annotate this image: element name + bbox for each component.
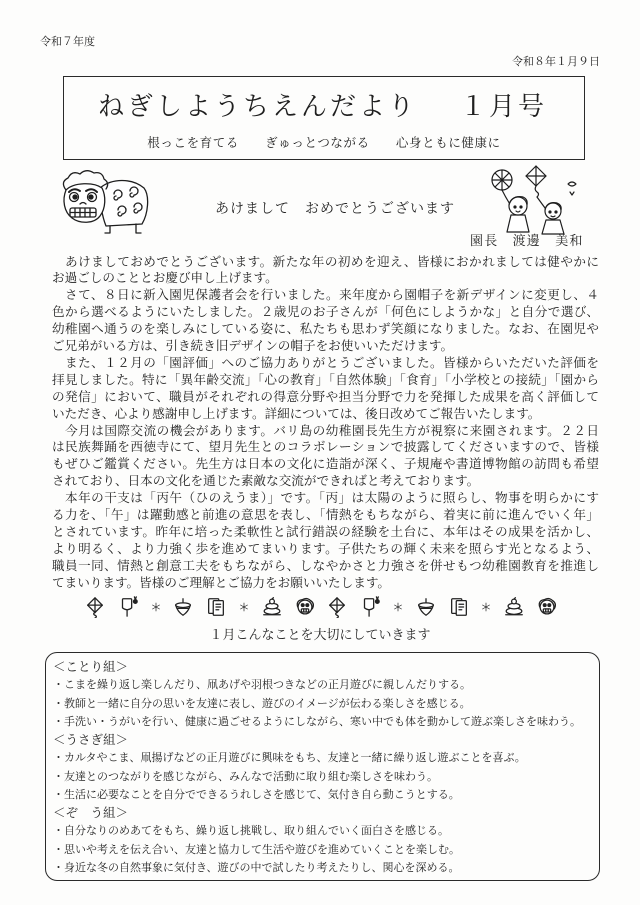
body-line: 幼稚園へ通うのを楽しみにしている姿に、私たちも思わず笑顔になりました。なお、在園児や	[52, 321, 599, 337]
goal-item: ・身近な冬の自然事象に気付き、遊びの中で試したり考えたりし、関心を深める。	[53, 860, 460, 874]
kagami-mochi-icon	[503, 596, 525, 618]
goals-list	[53, 658, 593, 877]
class-name-kotori: ＜ことり組＞	[53, 659, 129, 674]
greeting-heading: あけまして おめでとうございます	[215, 201, 455, 217]
goal-item: ・生活に必要なことを自分でできるうれしさを感じて、気付き自ら動こうとする。	[53, 787, 460, 801]
school-motto: 根っこを育てる ぎゅっとつながる 心身ともに健康に	[147, 135, 501, 150]
body-line: また、１２月の「園評価」へのご協力ありがとうございました。皆様からいただいた評価を	[52, 354, 599, 370]
goal-item: ・思いや考えを伝え合い、友達と協力して生活や遊びを進めていくことを楽しむ。	[53, 842, 460, 856]
body-line: の発信」において、職員がそれぞれの得意分野や担当分野で力を発揮した成果を高く評価して	[52, 388, 599, 404]
monthly-goals-box	[45, 652, 600, 881]
goal-item: ・友達とのつながりを感じながら、みんなで活動に取り組む楽しさを味わう。	[53, 769, 438, 783]
goal-item: ・こまを繰り返し楽しんだり、凧あげや羽根つきなどの正月遊びに親しんだりする。	[53, 678, 471, 692]
paragraph	[52, 287, 599, 355]
principal-name: 園長 渡邊 美和	[470, 234, 584, 249]
body-line: 拝見しました。特に「異年齢交流」「心の教育」「自然体験」「食育」「小学校との接続」「園から	[52, 371, 599, 387]
body-line: お過ごしのこととお慶び申し上げます。	[52, 270, 278, 286]
hagoita-icon	[359, 596, 381, 618]
goal-item: ・自分なりのめあてをもち、繰り返し挑戦し、取り組んでいく面白さを感じる。	[53, 824, 449, 838]
body-line: あけましておめでとうございます。新たな年の初めを迎え、皆様におかれましては健やかに	[52, 253, 599, 269]
issue-label: １月号	[460, 92, 548, 122]
hagoita-icon	[117, 596, 139, 618]
body-line: は民族舞踊を西徳寺にて、望月先生とのコラボレーションで披露してくださいますので、皆様	[52, 439, 599, 455]
newsletter-title: ねぎしようちえんだより	[98, 92, 418, 122]
body-line: 今月は国際交流の機会があります。バリ島の幼稚園長先生方が視察に来園されます。２２日	[52, 422, 599, 438]
goal-item: ・カルタやこま、凧揚げなどの正月遊びに興味をもち、友達と一緒に繰り返し遊ぶことを喜ぶ。	[53, 751, 526, 765]
kite-icon	[84, 596, 106, 618]
asterisk-icon	[238, 601, 250, 613]
spinning-top-icon	[172, 596, 194, 618]
kagami-mochi-icon	[261, 596, 283, 618]
body-line: てまいります。皆様のご理解とご協力をお願いいたします。	[52, 574, 391, 590]
goal-item: ・手洗い・うがいを行い、健康に過ごせるようにしながら、寒い中でも体を動かして遊ぶ楽しさを味わう。	[53, 714, 581, 728]
body-line: 色から選べるようにいたしました。２歳児のお子さんが「何色にしようかな」と自分で選び、	[52, 304, 599, 320]
class-name-usagi: ＜うさぎ組＞	[53, 732, 129, 747]
body-line: さて、８日に新入園児保護者会を行いました。来年度から園帽子を新デザインに変更し、４	[52, 287, 599, 303]
lion-dance-illustration	[56, 166, 152, 238]
goals-heading: １月こんなことを大切にしていきます	[209, 628, 431, 643]
issue-date: 令和８年１月９日	[512, 55, 600, 68]
goal-item: ・教師と一緒に自分の思いを友達に表し、遊びのイメージが伝わる楽しさを感じる。	[53, 696, 471, 710]
karuta-card-icon	[448, 596, 470, 618]
karuta-card-icon	[205, 596, 227, 618]
body-line: いただき、心より感謝申し上げます。詳細については、後日改めてご報告いたします。	[52, 405, 541, 421]
asterisk-icon	[480, 601, 492, 613]
kite-icon	[326, 596, 348, 618]
body-line: されており、日本の文化を通じた素敵な交流ができればと考えております。	[52, 473, 480, 489]
greeting-body	[52, 254, 599, 592]
body-line: とされています。昨年に培った柔軟性と試行錯誤の経験を土台に、本年はその成果を活かし、	[52, 524, 599, 539]
paragraph	[52, 490, 599, 591]
body-line: ご兄弟がいる方は、引き続き旧デザインの帽子をお使いいただけます。	[52, 338, 454, 354]
class-name-zou: ＜ぞ う組＞	[53, 805, 129, 820]
body-line: より明るく、より力強く歩を進めてまいります。子供たちの輝く未来を照らす光となるよう、	[52, 540, 599, 556]
paragraph	[52, 423, 599, 491]
spinning-top-icon	[415, 596, 437, 618]
body-line: 本年の干支は「丙午（ひのえうま）」です。「丙」は太陽のように照らし、物事を明らかにす	[52, 490, 599, 506]
decoration-row	[84, 595, 558, 619]
shishimai-icon	[536, 596, 558, 618]
body-line: る力を、「午」は躍動感と前進の意思を表し、「情熱をもちながら、着実に前に進んでいく年」	[52, 507, 599, 523]
body-line: 職員一同、情熱と創意工夫をもちながら、しなやかさと力強さを併せもつ幼稚園教育を推進し	[52, 557, 600, 573]
shishimai-icon	[294, 596, 316, 618]
paragraph	[52, 355, 599, 423]
asterisk-icon	[392, 601, 404, 613]
fiscal-year: 令和７年度	[40, 35, 95, 48]
title-box	[63, 76, 585, 160]
body-line: もぜひご鑑賞ください。先生方は日本の文化に造詣が深く、子規庵や書道博物館の訪問も希望	[52, 456, 599, 472]
paragraph	[52, 254, 599, 288]
asterisk-icon	[150, 601, 162, 613]
